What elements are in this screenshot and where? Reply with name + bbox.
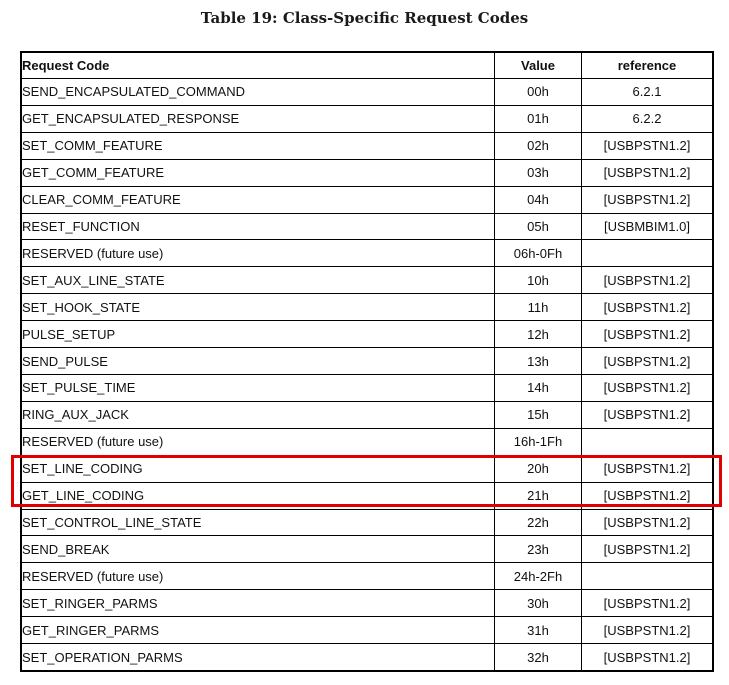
cell-value: 22h: [495, 509, 582, 536]
cell-request-code: SET_HOOK_STATE: [21, 294, 495, 321]
cell-reference: [USBPSTN1.2]: [582, 159, 714, 186]
cell-value: 32h: [495, 644, 582, 671]
table-row: [21, 267, 713, 294]
table-row: [21, 482, 713, 509]
cell-request-code: SET_LINE_CODING: [21, 455, 495, 482]
cell-value: 04h: [495, 186, 582, 213]
table-row: [21, 374, 713, 401]
table-row: [21, 159, 713, 186]
cell-request-code: SET_CONTROL_LINE_STATE: [21, 509, 495, 536]
cell-reference: [USBPSTN1.2]: [582, 644, 714, 671]
header-reference: reference: [582, 52, 714, 79]
cell-value: 02h: [495, 132, 582, 159]
cell-request-code: RING_AUX_JACK: [21, 401, 495, 428]
table-header-row: [21, 52, 713, 79]
table-row: [21, 590, 713, 617]
cell-reference: [582, 428, 714, 455]
cell-value: 31h: [495, 617, 582, 644]
cell-reference: [USBPSTN1.2]: [582, 186, 714, 213]
cell-request-code: RESET_FUNCTION: [21, 213, 495, 240]
cell-request-code: GET_COMM_FEATURE: [21, 159, 495, 186]
cell-request-code: GET_RINGER_PARMS: [21, 617, 495, 644]
table-row: [21, 79, 713, 106]
cell-value: 14h: [495, 374, 582, 401]
cell-reference: [USBPSTN1.2]: [582, 590, 714, 617]
cell-request-code: SET_COMM_FEATURE: [21, 132, 495, 159]
cell-reference: [USBPSTN1.2]: [582, 536, 714, 563]
table-row: [21, 401, 713, 428]
table-row: [21, 240, 713, 267]
table-row: [21, 132, 713, 159]
cell-reference: [USBPSTN1.2]: [582, 374, 714, 401]
cell-reference: [USBPSTN1.2]: [582, 267, 714, 294]
cell-request-code: SET_OPERATION_PARMS: [21, 644, 495, 671]
table-row: [21, 294, 713, 321]
table-row: [21, 213, 713, 240]
cell-request-code: SEND_BREAK: [21, 536, 495, 563]
table-row: [21, 644, 713, 671]
cell-value: 15h: [495, 401, 582, 428]
cell-reference: [USBPSTN1.2]: [582, 348, 714, 375]
cell-value: 24h-2Fh: [495, 563, 582, 590]
cell-request-code: PULSE_SETUP: [21, 321, 495, 348]
cell-reference: [USBPSTN1.2]: [582, 294, 714, 321]
cell-request-code: SEND_PULSE: [21, 348, 495, 375]
table-row: [21, 617, 713, 644]
cell-request-code: RESERVED (future use): [21, 563, 495, 590]
request-codes-table: [20, 51, 714, 672]
cell-request-code: SET_AUX_LINE_STATE: [21, 267, 495, 294]
cell-value: 06h-0Fh: [495, 240, 582, 267]
cell-value: 00h: [495, 79, 582, 106]
table-row: [21, 428, 713, 455]
cell-reference: 6.2.1: [582, 79, 714, 106]
cell-value: 10h: [495, 267, 582, 294]
cell-request-code: GET_LINE_CODING: [21, 482, 495, 509]
table-row: [21, 536, 713, 563]
cell-request-code: RESERVED (future use): [21, 240, 495, 267]
cell-reference: [USBPSTN1.2]: [582, 617, 714, 644]
cell-value: 11h: [495, 294, 582, 321]
cell-reference: [582, 563, 714, 590]
table-row: [21, 563, 713, 590]
cell-reference: [USBPSTN1.2]: [582, 321, 714, 348]
cell-request-code: SEND_ENCAPSULATED_COMMAND: [21, 79, 495, 106]
cell-request-code: SET_PULSE_TIME: [21, 374, 495, 401]
cell-reference: [USBPSTN1.2]: [582, 509, 714, 536]
cell-value: 13h: [495, 348, 582, 375]
cell-reference: [USBPSTN1.2]: [582, 455, 714, 482]
cell-value: 23h: [495, 536, 582, 563]
cell-value: 01h: [495, 105, 582, 132]
cell-value: 12h: [495, 321, 582, 348]
table-row: [21, 105, 713, 132]
table-row: [21, 186, 713, 213]
cell-request-code: CLEAR_COMM_FEATURE: [21, 186, 495, 213]
table-row: [21, 509, 713, 536]
cell-reference: [USBPSTN1.2]: [582, 482, 714, 509]
cell-value: 20h: [495, 455, 582, 482]
cell-reference: [USBMBIM1.0]: [582, 213, 714, 240]
cell-value: 30h: [495, 590, 582, 617]
table-row: [21, 455, 713, 482]
cell-request-code: SET_RINGER_PARMS: [21, 590, 495, 617]
cell-value: 16h-1Fh: [495, 428, 582, 455]
cell-value: 05h: [495, 213, 582, 240]
cell-reference: [USBPSTN1.2]: [582, 401, 714, 428]
cell-value: 21h: [495, 482, 582, 509]
table-row: [21, 321, 713, 348]
cell-request-code: GET_ENCAPSULATED_RESPONSE: [21, 105, 495, 132]
table-row: [21, 348, 713, 375]
header-value: Value: [495, 52, 582, 79]
cell-reference: [USBPSTN1.2]: [582, 132, 714, 159]
cell-value: 03h: [495, 159, 582, 186]
header-request-code: Request Code: [21, 52, 495, 79]
cell-reference: [582, 240, 714, 267]
cell-request-code: RESERVED (future use): [21, 428, 495, 455]
table-caption: Table 19: Class-Specific Request Codes: [200, 9, 529, 27]
cell-reference: 6.2.2: [582, 105, 714, 132]
